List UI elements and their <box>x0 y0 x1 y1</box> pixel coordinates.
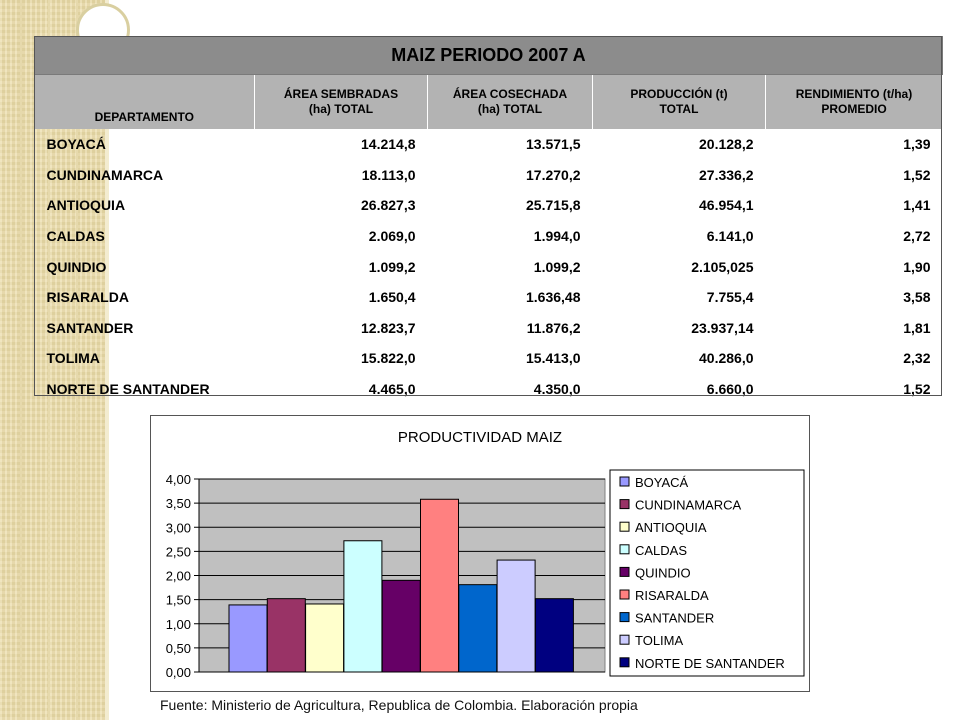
bar <box>382 580 420 672</box>
value-cell: 2,32 <box>903 350 931 367</box>
legend-swatch <box>620 477 629 486</box>
value-cell: 26.827,3 <box>361 197 416 214</box>
y-tick-label: 3,00 <box>165 520 191 536</box>
y-tick-label: 0,00 <box>165 665 191 680</box>
legend-label: RISARALDA <box>635 588 709 603</box>
value-cell: 1.994,0 <box>533 228 581 245</box>
value-cell: 1.099,2 <box>533 258 581 275</box>
column-header-line: TOTAL <box>659 102 699 116</box>
maize-table <box>34 36 942 404</box>
column-header <box>593 75 766 130</box>
table-row <box>35 221 943 252</box>
legend-swatch <box>620 613 629 622</box>
bar <box>306 604 344 672</box>
column-header-line: (ha) TOTAL <box>308 102 374 116</box>
value-cell: 20.128,2 <box>699 136 754 153</box>
y-tick-label: 2,00 <box>165 568 191 584</box>
legend-swatch <box>620 500 629 509</box>
source-note: Fuente: Ministerio de Agricultura, Republica de Colombia. Elaboración propia <box>160 697 638 713</box>
column-header-line: ÁREA SEMBRADAS <box>283 87 399 101</box>
column-header <box>255 75 428 130</box>
value-cell: 17.270,2 <box>526 166 581 183</box>
value-cell: 6.660,0 <box>706 381 754 398</box>
value-cell: 4.350,0 <box>533 381 581 398</box>
bar <box>497 560 535 672</box>
value-cell: 1,81 <box>903 319 931 336</box>
legend-swatch <box>620 658 629 667</box>
chart-title: PRODUCTIVIDAD MAIZ <box>397 429 563 446</box>
column-header-line: (ha) TOTAL <box>477 102 543 116</box>
department-cell: RISARALDA <box>46 289 129 306</box>
value-cell: 1,41 <box>903 197 931 214</box>
table-row <box>35 374 943 405</box>
legend-label: NORTE DE SANTANDER <box>635 655 785 671</box>
legend-label: TOLIMA <box>635 633 684 649</box>
table-row <box>35 251 943 282</box>
legend-label: CALDAS <box>635 542 688 558</box>
table-row <box>35 129 943 160</box>
value-cell: 1,52 <box>903 381 931 398</box>
value-cell: 23.937,14 <box>691 319 754 336</box>
y-tick-label: 2,50 <box>165 544 191 560</box>
legend-label: BOYACÁ <box>635 475 689 490</box>
bar <box>459 585 497 672</box>
productivity-chart <box>150 415 810 692</box>
value-cell: 14.214,8 <box>361 136 416 153</box>
value-cell: 18.113,0 <box>361 166 416 183</box>
legend-label: SANTANDER <box>635 610 715 626</box>
value-cell: 6.141,0 <box>706 228 754 245</box>
value-cell: 1.099,2 <box>368 258 416 275</box>
y-tick-label: 1,50 <box>165 592 191 608</box>
value-cell: 4.465,0 <box>368 381 416 398</box>
legend-swatch <box>620 545 629 554</box>
value-cell: 15.822,0 <box>361 350 416 367</box>
value-cell: 13.571,5 <box>526 136 581 153</box>
legend-label: QUINDIO <box>635 565 691 581</box>
y-tick-label: 3,50 <box>165 496 191 512</box>
value-cell: 2.069,0 <box>368 228 416 245</box>
chart-svg <box>151 416 809 691</box>
table-title: MAIZ PERIODO 2007 A <box>35 37 943 75</box>
legend-label: ANTIOQUIA <box>635 520 707 536</box>
table-body <box>35 129 943 404</box>
y-tick-label: 4,00 <box>165 472 191 487</box>
column-header <box>766 75 943 130</box>
value-cell: 1,39 <box>903 136 931 153</box>
bar <box>535 599 573 672</box>
strip-stripe <box>20 0 22 720</box>
value-cell: 1.650,4 <box>368 289 416 306</box>
value-cell: 25.715,8 <box>526 197 581 214</box>
department-cell: SANTANDER <box>46 319 134 336</box>
bar <box>421 499 459 672</box>
department-cell: CALDAS <box>46 228 105 245</box>
column-header-line: ÁREA COSECHADA <box>452 87 568 101</box>
value-cell: 11.876,2 <box>526 319 581 336</box>
bar <box>267 599 305 672</box>
department-cell: ANTIOQUIA <box>46 197 126 214</box>
legend-swatch <box>620 590 629 599</box>
table-row <box>35 282 943 313</box>
value-cell: 2.105,025 <box>691 258 754 275</box>
value-cell: 3,58 <box>903 289 931 306</box>
legend-label: CUNDINAMARCA <box>635 497 742 513</box>
column-header-line: RENDIMIENTO (t/ha) <box>795 87 913 101</box>
column-header-line: PRODUCCIÓN (t) <box>630 87 728 101</box>
value-cell: 1,90 <box>903 258 931 275</box>
legend-swatch <box>620 635 629 644</box>
value-cell: 1,52 <box>903 166 931 183</box>
column-header <box>35 75 255 130</box>
value-cell: 46.954,1 <box>699 197 754 214</box>
value-cell: 2,72 <box>903 228 931 245</box>
value-cell: 15.413,0 <box>526 350 581 367</box>
legend-swatch <box>620 567 629 576</box>
value-cell: 12.823,7 <box>361 319 416 336</box>
department-cell: CUNDINAMARCA <box>46 166 164 183</box>
value-cell: 7.755,4 <box>706 289 754 306</box>
value-cell: 1.636,48 <box>526 289 581 306</box>
table-row <box>35 343 943 374</box>
legend-swatch <box>620 522 629 531</box>
department-cell: NORTE DE SANTANDER <box>46 381 210 398</box>
department-cell: BOYACÁ <box>46 136 106 153</box>
value-cell: 27.336,2 <box>699 166 754 183</box>
bar <box>344 541 382 672</box>
y-tick-label: 0,50 <box>165 640 191 656</box>
table-row <box>35 190 943 221</box>
column-header-line: PROMEDIO <box>821 102 887 116</box>
column-header-line: DEPARTAMENTO <box>94 110 194 124</box>
department-cell: QUINDIO <box>46 258 107 275</box>
department-cell: TOLIMA <box>46 350 100 367</box>
table-row <box>35 160 943 191</box>
value-cell: 40.286,0 <box>699 350 754 367</box>
table-row <box>35 313 943 344</box>
y-tick-label: 1,00 <box>165 616 191 632</box>
bar <box>229 605 267 672</box>
column-header <box>428 75 593 130</box>
table-header-row <box>35 75 943 130</box>
